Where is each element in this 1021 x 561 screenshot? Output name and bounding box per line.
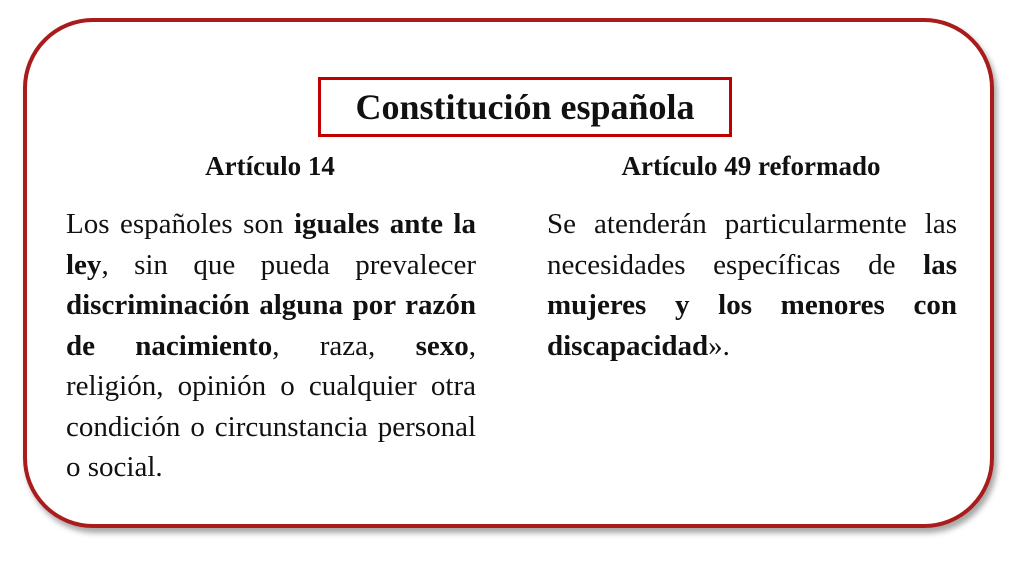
text-segment-bold: discriminación alguna por razón de nacimiento xyxy=(66,289,476,362)
text-segment-bold: iguales ante la ley xyxy=(66,208,476,281)
text-segment: Los españoles son xyxy=(66,208,294,240)
document-title: Constitución española xyxy=(355,87,695,127)
article-49-heading: Artículo 49 reformado xyxy=(621,151,881,181)
article-14-heading: Artículo 14 xyxy=(205,151,335,181)
title-box xyxy=(318,77,732,137)
text-segment-bold: sexo xyxy=(415,329,469,362)
text-segment: Se atenderán particularmente las necesidades específicas de xyxy=(547,208,957,281)
text-segment: ». xyxy=(708,329,730,362)
text-segment-bold: las mujeres y los menores con discapacidad xyxy=(547,248,957,362)
text-segment: , raza, xyxy=(272,329,416,362)
text-segment: , sin que pueda prevalecer xyxy=(101,248,476,281)
article-14-text xyxy=(66,204,476,488)
article-49-text xyxy=(547,204,957,366)
text-segment: , religión, opinión o cualquier otra condición o circunstancia personal o social. xyxy=(66,329,476,483)
